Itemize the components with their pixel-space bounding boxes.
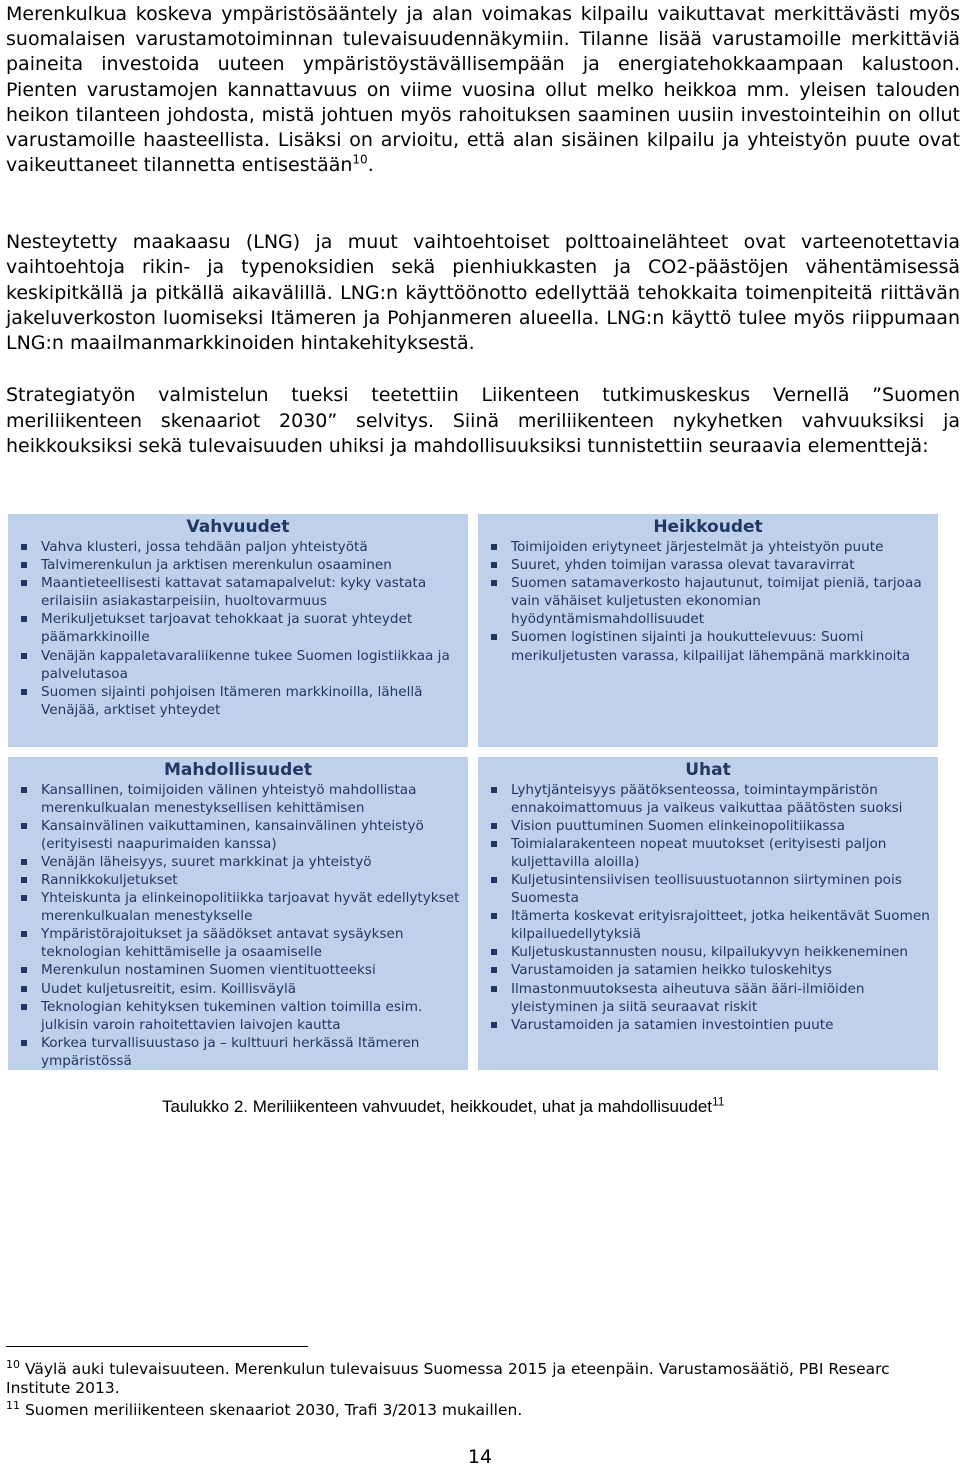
- swot-threats: [478, 757, 938, 1071]
- caption-footnote-ref: 11: [712, 1094, 725, 1109]
- footnote-ref: 10: [352, 152, 368, 167]
- swot-list-item: Ilmastonmuutoksesta aiheutuva sään ääri-ilmiöiden yleistyminen ja siitä seuraavat riskit: [484, 980, 932, 1016]
- swot-table: [8, 514, 938, 1070]
- footnote: [6, 1357, 946, 1398]
- swot-list-item: Vahva klusteri, jossa tehdään paljon yhteistyötä: [14, 538, 462, 556]
- swot-list-item: Itämerta koskevat erityisrajoitteet, jotka heikentävät Suomen kilpailuedellytyksiä: [484, 907, 932, 943]
- swot-strengths: [8, 514, 468, 747]
- swot-list-item: Toimijoiden eriytyneet järjestelmät ja yhteistyön puute: [484, 538, 932, 556]
- swot-list-item: Ympäristörajoitukset ja säädökset antavat sysäyksen teknologian kehittämiselle ja osaamiselle: [14, 925, 462, 961]
- swot-weaknesses-list: [478, 538, 938, 665]
- swot-list-item: Varustamoiden ja satamien heikko tuloskehitys: [484, 961, 932, 979]
- swot-list-item: Suomen sijainti pohjoisen Itämeren markkinoilla, lähellä Venäjää, arktiset yhteydet: [14, 683, 462, 719]
- swot-list-item: Korkea turvallisuustaso ja – kulttuuri herkässä Itämeren ympäristössä: [14, 1034, 462, 1070]
- swot-list-item: Suomen logistinen sijainti ja houkuttelevuus: Suomi merikuljetusten varassa, kilpailijat lähempänä markkinoita: [484, 628, 932, 664]
- swot-opportunities-list: [8, 781, 468, 1071]
- paragraph-lng: Nesteytetty maakaasu (LNG) ja muut vaihtoehtoiset polttoainelähteet ovat varteenotettavia vaihtoehtoja rikin- ja typenoksidien sekä pienhiukkasten ja CO2-päästöjen vähentämisessä keskipitkällä ja pitkällä aikavälillä. LNG:n käyttöönotto edellyttää tehokkaita toimenpiteitä riittävän jakeluverkoston luomiseksi Itämeren ja Pohjanmeren alueella. LNG:n käyttö tulee myös riippumaan LNG:n maailmanmarkkinoiden hintakehityksestä.: [6, 231, 960, 355]
- swot-list-item: Venäjän kappaletavaraliikenne tukee Suomen logistiikkaa ja palvelutasoa: [14, 647, 462, 683]
- caption-text: Taulukko 2. Meriliikenteen vahvuudet, heikkoudet, uhat ja mahdollisuudet: [162, 1097, 713, 1116]
- swot-list-item: Suomen satamaverkosto hajautunut, toimijat pieniä, tarjoaa vain vähäiset kuljetusten ekonomian hyödyntämismahdollisuudet: [484, 574, 932, 628]
- footnote-divider: [6, 1346, 308, 1347]
- swot-list-item: Varustamoiden ja satamien investointien puute: [484, 1016, 932, 1034]
- swot-threats-list: [478, 781, 938, 1034]
- swot-strengths-title: Vahvuudet: [186, 517, 290, 537]
- paragraph-text: Merenkulkua koskeva ympäristösääntely ja alan voimakas kilpailu vaikuttavat merkittävästi myös suomalaisen varustamotoiminnan tulevaisuudennäkymiin. Tilanne lisää varustamoille merkittäviä paineita investoida uuteen ympäristöystävällisempään ja energiatehokkaampaan kalustoon. Pienten varustamojen kannattavuus on viime vuosina ollut melko heikkoa mm. yleisen talouden heikon tilanteen johdosta, mistä johtuen myös rahoituksen saaminen uusiin investointeihin on ollut varustamoille haasteellista. Lisäksi on arvioitu, että alan sisäinen kilpailu ja yhteistyön puute ovat vaikeuttaneet tilannetta entisestään: [6, 3, 960, 177]
- paragraph-end: .: [367, 154, 374, 177]
- footnote-number: 10: [6, 1357, 20, 1371]
- footnote-text: Suomen meriliikenteen skenaariot 2030, Trafi 3/2013 mukaillen.: [24, 1401, 523, 1419]
- paragraph-shipping-outlook: [6, 2, 960, 178]
- swot-list-item: Suuret, yhden toimijan varassa olevat tavaravirrat: [484, 556, 932, 574]
- swot-threats-title: Uhat: [685, 759, 731, 780]
- swot-opportunities-title: Mahdollisuudet: [164, 759, 312, 780]
- swot-list-item: Rannikkokuljetukset: [14, 871, 462, 889]
- swot-list-item: Teknologian kehityksen tukeminen valtion toimilla esim. julkisin varoin rahoitettavien laivojen kautta: [14, 998, 462, 1034]
- swot-opportunities: [8, 757, 468, 1071]
- swot-list-item: Merenkulun nostaminen Suomen vientituotteeksi: [14, 961, 462, 979]
- swot-list-item: Kansallinen, toimijoiden välinen yhteistyö mahdollistaa merenkulkualan menestyksellisen kehittämisen: [14, 781, 462, 817]
- swot-list-item: Kuljetuskustannusten nousu, kilpailukyvyn heikkeneminen: [484, 943, 932, 961]
- swot-list-item: Lyhytjänteisyys päätöksenteossa, toimintaympäristön ennakoimattomuus ja vaikeus vaikuttaa päätösten suoksi: [484, 781, 932, 817]
- swot-list-item: Maantieteellisesti kattavat satamapalvelut: kyky vastata erilaisiin asiakastarpeisiin, huoltovarmuus: [14, 574, 462, 610]
- footnote-number: 11: [6, 1398, 20, 1412]
- swot-weaknesses-title: Heikkoudet: [653, 517, 763, 537]
- footnote-text: Väylä auki tulevaisuuteen. Merenkulun tulevaisuus Suomessa 2015 ja eteenpäin. Varustamosäätiö, PBI Researc Institute 2013.: [6, 1360, 890, 1397]
- table-caption: [162, 1094, 725, 1117]
- swot-list-item: Venäjän läheisyys, suuret markkinat ja yhteistyö: [14, 853, 462, 871]
- swot-list-item: Kuljetusintensiivisen teollisuustuotannon siirtyminen pois Suomesta: [484, 871, 932, 907]
- paragraph-strategy: Strategiatyön valmistelun tueksi teetettiin Liikenteen tutkimuskeskus Vernellä ”Suomen meriliikenteen skenaariot 2030” selvitys. Siinä meriliikenteen nykyhetken vahvuuksiksi ja heikkouksiksi sekä tulevaisuuden uhiksi ja mahdollisuuksiksi tunnistettiin seuraavia elementtejä:: [6, 384, 960, 457]
- swot-list-item: Yhteiskunta ja elinkeinopolitiikka tarjoavat hyvät edellytykset merenkulkualan menestykselle: [14, 889, 462, 925]
- swot-list-item: Talvimerenkulun ja arktisen merenkulun osaaminen: [14, 556, 462, 574]
- swot-strengths-list: [8, 538, 468, 719]
- swot-list-item: Vision puuttuminen Suomen elinkeinopolitiikassa: [484, 817, 932, 835]
- swot-list-item: Toimialarakenteen nopeat muutokset (erityisesti paljon kuljettavilla aloilla): [484, 835, 932, 871]
- swot-weaknesses: [478, 514, 938, 747]
- swot-list-item: Merikuljetukset tarjoavat tehokkaat ja suorat yhteydet päämarkkinoille: [14, 610, 462, 646]
- swot-list-item: Kansainvälinen vaikuttaminen, kansainvälinen yhteistyö (erityisesti naapurimaiden kanssa): [14, 817, 462, 853]
- footnote: [6, 1398, 946, 1420]
- swot-list-item: Uudet kuljetusreitit, esim. Koillisväylä: [14, 980, 462, 998]
- page-number: 14: [467, 1446, 493, 1468]
